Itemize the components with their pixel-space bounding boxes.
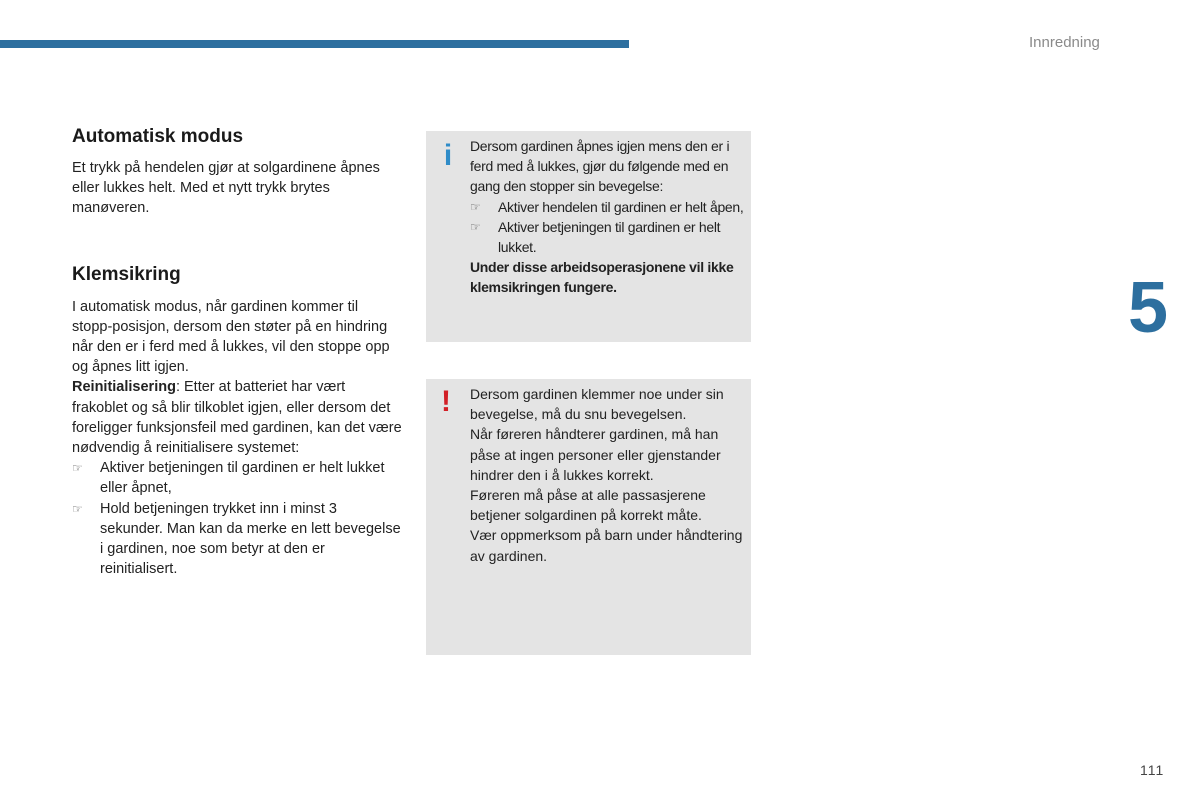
info-box <box>426 131 751 342</box>
exclamation-icon: ! <box>441 385 451 418</box>
section-name: Innredning <box>1029 34 1100 51</box>
warning-paragraph-2: Når føreren håndterer gardinen, må han påse at ingen personer eller gjenstander hindrer den i å lukkes korrekt. <box>470 426 721 483</box>
left-column <box>72 126 402 579</box>
list-item-text: Hold betjeningen trykket inn i minst 3 sekunder. Man kan da merke en lett bevegelse i gardinen, noe som betyr at den er reinitialisert. <box>100 500 401 578</box>
list-item <box>72 499 402 580</box>
reinit-label: Reinitialisering <box>72 379 176 396</box>
page-number: 111 <box>1140 762 1165 778</box>
chapter-number: 5 <box>1128 268 1169 348</box>
reinit-steps <box>72 458 402 579</box>
warning-paragraph-4: Vær oppmerksom på barn under håndtering av gardinen. <box>470 527 743 564</box>
pointing-hand-icon: ☞ <box>72 501 83 516</box>
pointing-hand-icon: ☞ <box>470 219 481 234</box>
list-item <box>72 458 402 498</box>
list-item-text: Aktiver betjeningen til gardinen er helt lukket eller åpnet, <box>100 460 385 497</box>
list-item <box>470 217 746 257</box>
warning-paragraph-1: Dersom gardinen klemmer noe under sin bevegelse, må du snu bevegelsen. <box>470 386 724 423</box>
warning-paragraph-3: Føreren må påse at alle passasjerene betjener solgardinen på korrekt måte. <box>470 487 706 524</box>
header-accent-bar <box>0 40 629 48</box>
automatic-mode-paragraph: Et trykk på hendelen gjør at solgardinene åpnes eller lukkes helt. Med et nytt trykk brytes manøveren. <box>72 160 380 217</box>
info-intro: Dersom gardinen åpnes igjen mens den er i ferd med å lukkes, gjør du følgende med en gang den stopper sin bevegelse: <box>470 138 730 195</box>
anti-pinch-paragraph: I automatisk modus, når gardinen kommer til stopp-posisjon, dersom den støter på en hindring når den er i ferd med å lukkes, vil den stoppe opp og åpnes litt igjen. <box>72 298 390 376</box>
reinit-text: : Etter at batteriet har vært frakoblet og så blir tilkoblet igjen, eller dersom det foreligger funksjonsfeil med gardinen, kan det være nødvendig å reinitialisere systemet: <box>72 379 402 457</box>
info-box-content <box>470 136 746 298</box>
heading-automatic-mode: Automatisk modus <box>72 126 244 147</box>
warning-box <box>426 379 751 655</box>
info-icon: i <box>443 139 453 172</box>
pointing-hand-icon: ☞ <box>470 199 481 214</box>
list-item-text: Aktiver hendelen til gardinen er helt åpen, <box>498 198 744 215</box>
reinit-paragraph <box>72 377 402 458</box>
info-note: Under disse arbeidsoperasjonene vil ikke klemsikringen fungere. <box>470 259 734 296</box>
list-item <box>470 197 746 217</box>
pointing-hand-icon: ☞ <box>72 461 83 476</box>
info-steps <box>470 197 746 258</box>
warning-box-content <box>470 384 746 566</box>
heading-anti-pinch: Klemsikring <box>72 263 181 285</box>
list-item-text: Aktiver betjeningen til gardinen er helt lukket. <box>498 218 721 256</box>
